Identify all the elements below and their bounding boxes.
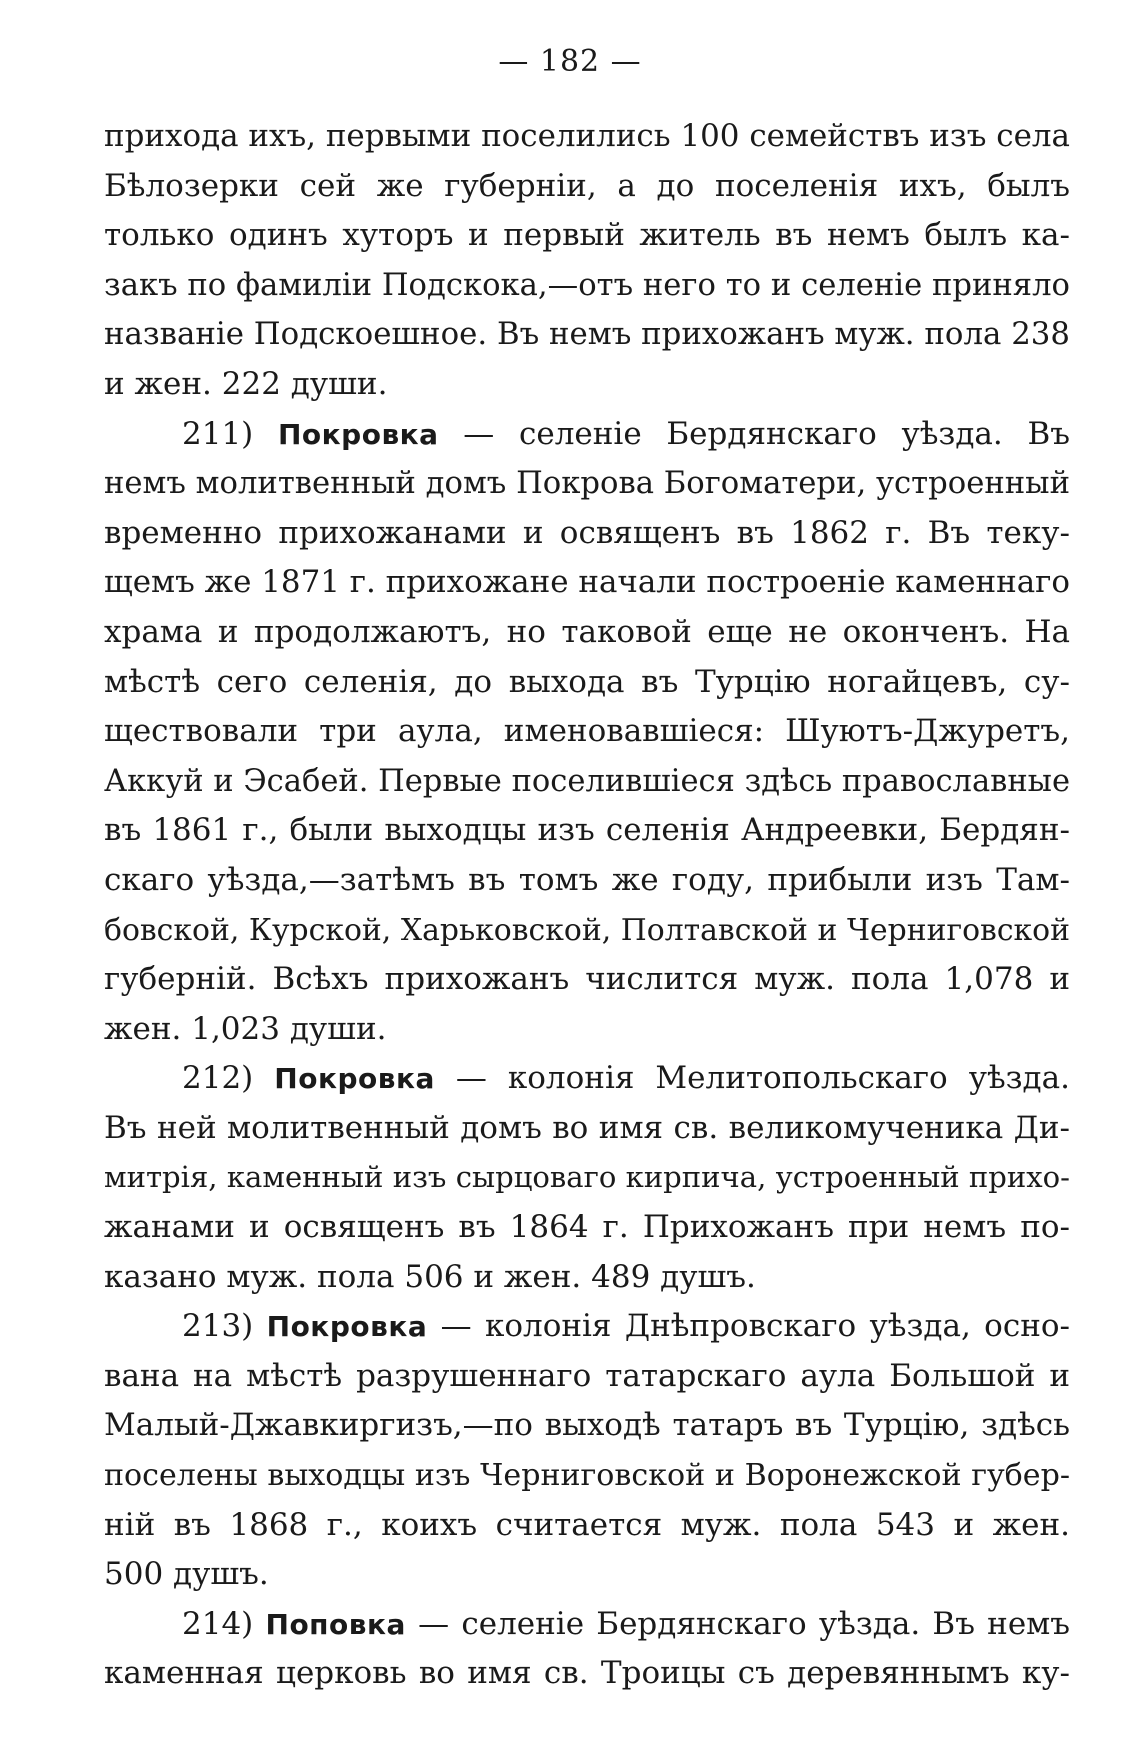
text-line: бовской, Курской, Харьковской, Полтавской и Черниговской <box>104 912 1070 948</box>
text-line: названіе Подскоешное. Въ немъ прихожанъ муж. пола 238 <box>104 316 1070 353</box>
entry-number: 214) <box>182 1605 254 1642</box>
page-text <box>104 112 1070 1699</box>
text-line: храма и продолжаютъ, но таковой еще не оконченъ. На <box>104 613 1070 650</box>
text-line: казано муж. пола 506 и жен. 489 душъ. <box>104 1258 756 1295</box>
text-line: вана на мѣстѣ разрушеннаго татарскаго аула Большой и <box>104 1357 1070 1394</box>
text-line: только одинъ хуторъ и первый житель въ немъ былъ ка- <box>104 217 1070 254</box>
page-number: — 182 — <box>498 44 642 79</box>
text-line: Бѣлозерки сей же губерніи, а до поселенія ихъ, былъ <box>104 167 1070 204</box>
entry-name: Поповка <box>265 1607 406 1641</box>
entry-first-line <box>104 410 1070 460</box>
entry-number: 213) <box>182 1308 254 1345</box>
text-line: мѣстѣ сего селенія, до выхода въ Турцію ногайцевъ, су- <box>104 663 1070 700</box>
text-line: 500 душъ. <box>104 1556 269 1593</box>
text-line: ній въ 1868 г., коихъ считается муж. пола 543 и жен. <box>104 1506 1070 1543</box>
text-line: Въ ней молитвенный домъ во имя св. великомученика Ди- <box>104 1109 1070 1146</box>
entry-first-line-text: — колонія Мелитопольскаго уѣзда. <box>455 1060 1070 1097</box>
text-line: прихода ихъ, первыми поселились 100 семействъ изъ села <box>104 118 1070 154</box>
paragraph-continuation <box>104 112 1070 410</box>
entry-number: 211) <box>182 415 254 452</box>
text-line: каменная церковь во имя св. Троицы съ деревяннымъ ку- <box>104 1655 1070 1692</box>
text-line: Аккуй и Эсабей. Первые поселившіеся здѣсь православные <box>104 763 1070 799</box>
text-line: щемъ же 1871 г. прихожане начали построеніе каменнаго <box>104 564 1070 601</box>
text-line: немъ молитвенный домъ Покрова Богоматери, устроенный <box>104 466 1070 502</box>
entry-first-line-text: — колонія Днѣпровскаго уѣзда, осно- <box>440 1308 1070 1345</box>
entry-number: 212) <box>182 1060 254 1097</box>
text-line: жен. 1,023 души. <box>104 1010 387 1047</box>
text-line: закъ по фамиліи Подскока,—отъ него то и селеніе приняло <box>104 267 1070 303</box>
text-line: митрія, каменный изъ сырцоваго кирпича, устроенный прихо- <box>104 1160 1070 1195</box>
text-line: губерній. Всѣхъ прихожанъ числится муж. пола 1,078 и <box>104 961 1070 998</box>
text-line: жанами и освященъ въ 1864 г. Прихожанъ при немъ по- <box>104 1209 1070 1246</box>
entry-214 <box>104 1600 1070 1699</box>
text-line: временно прихожанами и освященъ въ 1862 г. Въ теку- <box>104 514 1070 551</box>
entry-first-line-text: — селеніе Бердянскаго уѣзда. Въ немъ <box>418 1605 1070 1642</box>
entry-name: Покровка <box>274 1062 435 1096</box>
entry-212 <box>104 1054 1070 1302</box>
entry-first-line <box>104 1600 1070 1650</box>
text-line: и жен. 222 души. <box>104 365 388 402</box>
text-line: Малый-Джавкиргизъ,—по выходѣ татаръ въ Турцію, здѣсь <box>104 1407 1070 1444</box>
entry-name: Покровка <box>266 1310 428 1344</box>
text-line: скаго уѣзда,—затѣмъ въ томъ же году, прибыли изъ Там- <box>104 861 1070 898</box>
entry-first-line-text: — селеніе Бердянскаго уѣзда. Въ <box>463 415 1070 452</box>
entry-first-line <box>104 1054 1070 1104</box>
text-line: поселены выходцы изъ Черниговской и Воронежской губер- <box>104 1458 1070 1494</box>
entry-name: Покровка <box>277 417 439 451</box>
entry-211 <box>104 410 1070 1055</box>
text-line: въ 1861 г., были выходцы изъ селенія Андреевки, Бердян- <box>104 812 1070 849</box>
text-line: ществовали три аула, именовавшіеся: Шуютъ-Джуретъ, <box>104 713 1070 750</box>
entry-213 <box>104 1302 1070 1600</box>
entry-first-line <box>104 1302 1070 1352</box>
